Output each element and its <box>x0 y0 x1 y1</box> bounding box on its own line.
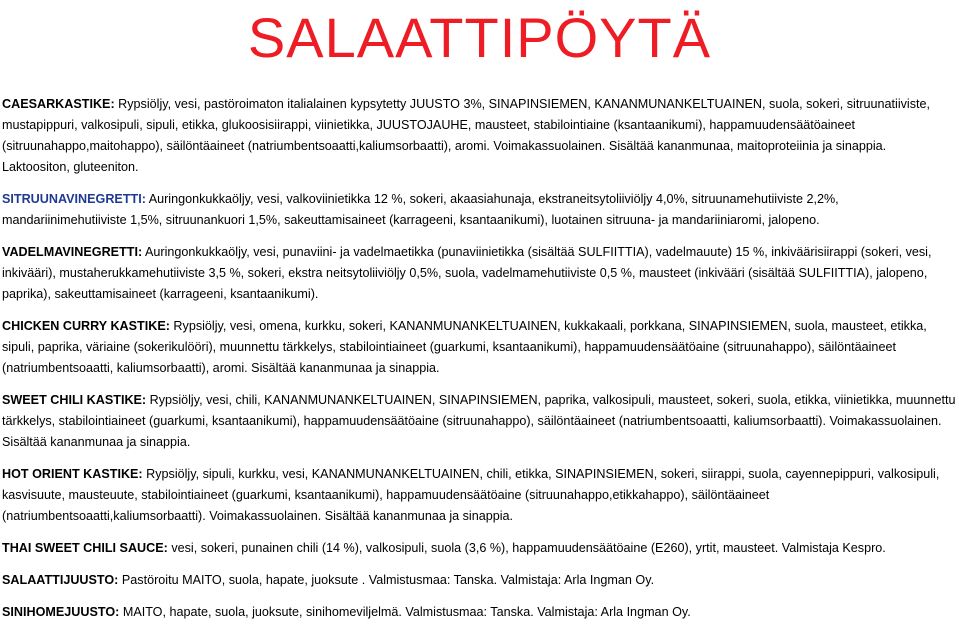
item-label: CHICKEN CURRY KASTIKE: <box>2 319 170 333</box>
item-text: Pastöroitu MAITO, suola, hapate, juoksute . Valmistusmaa: Tanska. Valmistaja: Arla Ingman Oy. <box>118 573 655 587</box>
item-label: THAI SWEET CHILI SAUCE: <box>2 541 168 555</box>
item-vadelmavinegretti <box>2 242 956 305</box>
item-sinihomejuusto <box>2 602 956 623</box>
item-text: Rypsiöljy, vesi, pastöroimaton italialainen kypsytetty JUUSTO 3%, SINAPINSIEMEN, KANANMUNANKELTUAINEN, suola, sokeri, sitruunatiiviste, mustapippuri, valkosipuli, sipuli, etikka, glukoosisiirappi, viinietikka, JUUSTOJAUHE, mausteet, stabilointiaine (ksantaanikumi), happamuudensäätöaineet (sitruunahappo,maitohappo), säilöntäaineet (natriumbentsoaatti,kaliumsorbaatti), aromi. Voimakassuolainen. Sisältää kananmunaa, maitoproteiinia ja sinappia. Laktoositon, gluteeniton. <box>2 97 931 174</box>
item-label: VADELMAVINEGRETTI: <box>2 245 143 259</box>
item-text: Rypsiöljy, sipuli, kurkku, vesi, KANANMUNANKELTUAINEN, chili, etikka, SINAPINSIEMEN, sokeri, siirappi, suola, cayennepippuri, valkosipuli, kasvisuute, mausteuute, stabilointiaineet (guarkumi, ksantaanikumi), happamuudensäätöaine (sitruunahappo,etikkahappo), säilöntäaineet (natriumbentsoaatti,kaliumsorbaatti). Voimakassuolainen. Sisältää kananmunaa ja sinappia. <box>2 467 940 523</box>
item-text: Rypsiöljy, vesi, omena, kurkku, sokeri, KANANMUNANKELTUAINEN, kukkakaali, porkkana, SINAPINSIEMEN, suola, mausteet, etikka, sipuli, paprika, väriaine (sokerikulööri), muunnettu tärkkelys, stabilointiaineet (guarkumi, ksantaanikumi), happamuudensäätöaine (sitruunahappo), säilöntäaineet (natriumbentsoaatti, kaliumsorbaatti), aromi. Sisältää kananmunaa ja sinappia. <box>2 319 927 375</box>
item-caesarkastike <box>2 94 956 178</box>
item-text: Auringonkukkaöljy, vesi, punaviini- ja vadelmaetikka (punaviinietikka (sisältää SULFIITTIA), vadelmauute) 15 %, inkiväärisiirappi (sokeri, vesi, inkivääri), mustaherukkamehutiiviste 3,5 %, sokeri, ekstra neitsytoliiviöljy 0,5%, suola, vadelmamehutiiviste 0,5 %, mausteet (inkivääri (sisältää SULFIITTIA), jalopeno, paprika), sakeuttamisaineet (karrageeni, ksantaanikumi). <box>2 245 932 301</box>
item-label: HOT ORIENT KASTIKE: <box>2 467 143 481</box>
item-text: MAITO, hapate, suola, juoksute, sinihomeviljelmä. Valmistusmaa: Tanska. Valmistaja: Arla Ingman Oy. <box>119 605 691 619</box>
ingredient-list <box>2 94 956 634</box>
item-hot-orient-kastike <box>2 464 956 527</box>
item-label: SWEET CHILI KASTIKE: <box>2 393 147 407</box>
item-thai-sweet-chili-sauce <box>2 538 956 559</box>
item-text: Rypsiöljy, vesi, chili, KANANMUNANKELTUAINEN, SINAPINSIEMEN, paprika, valkosipuli, mausteet, sokeri, suola, etikka, viinietikka, muunnettu tärkkelys, stabilointiaineet (guarkumi, ksantaanikumi), happamuudensäätöaine (sitruunahappo), säilöntäaineet (natriumbentsoaatti, kaliumsorbaatti). Voimakassuolainen. Sisältää kananmunaa ja sinappia. <box>2 393 956 449</box>
item-label: SITRUUNAVINEGRETTI: <box>2 192 146 206</box>
item-label: CAESARKASTIKE: <box>2 97 115 111</box>
page-title: SALAATTIPÖYTÄ <box>247 6 712 69</box>
item-salaattijuusto <box>2 570 956 591</box>
item-label: SINIHOMEJUUSTO: <box>2 605 120 619</box>
item-sitruunavinegretti <box>2 189 956 231</box>
item-sweet-chili-kastike <box>2 390 956 453</box>
item-label: SALAATTIJUUSTO: <box>2 573 119 587</box>
item-text: vesi, sokeri, punainen chili (14 %), valkosipuli, suola (3,6 %), happamuudensäätöaine (E260), yrtit, mausteet. Valmistaja Kespro. <box>167 541 886 555</box>
item-text: Auringonkukkaöljy, vesi, valkoviinietikka 12 %, sokeri, akaasiahunaja, ekstraneitsytoliiviöljy 4,0%, sitruunamehutiiviste 2,2%, mandariinimehutiiviste 1,5%, sitruunankuori 1,5%, sakeuttamisaineet (karrageeni, ksantaanikumi), luotainen sitruuna- ja mandariiniaromi, jalopeno. <box>2 192 839 227</box>
item-chicken-curry-kastike <box>2 316 956 379</box>
